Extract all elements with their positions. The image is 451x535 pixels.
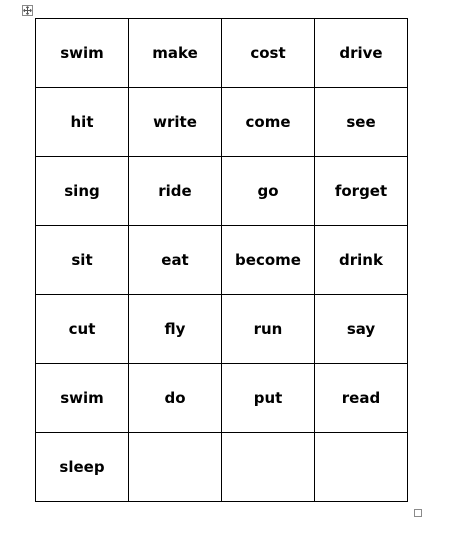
table-row [36, 157, 408, 226]
table-row [36, 295, 408, 364]
table-row [36, 226, 408, 295]
word-cell[interactable]: cost [222, 19, 315, 88]
word-table [35, 18, 408, 502]
table-move-handle-icon[interactable] [22, 5, 33, 16]
word-cell[interactable]: ride [129, 157, 222, 226]
empty-cell[interactable] [222, 433, 315, 502]
word-cell[interactable]: swim [36, 19, 129, 88]
word-cell[interactable]: say [315, 295, 408, 364]
word-cell[interactable]: forget [315, 157, 408, 226]
table-row [36, 88, 408, 157]
word-cell[interactable]: go [222, 157, 315, 226]
word-cell[interactable]: cut [36, 295, 129, 364]
table-row [36, 364, 408, 433]
table-row [36, 433, 408, 502]
word-cell[interactable]: fly [129, 295, 222, 364]
word-cell[interactable]: sing [36, 157, 129, 226]
word-cell[interactable]: run [222, 295, 315, 364]
word-cell[interactable]: hit [36, 88, 129, 157]
word-cell[interactable]: write [129, 88, 222, 157]
word-cell[interactable]: become [222, 226, 315, 295]
word-cell[interactable]: come [222, 88, 315, 157]
word-cell[interactable]: drive [315, 19, 408, 88]
word-cell[interactable]: do [129, 364, 222, 433]
word-cell[interactable]: drink [315, 226, 408, 295]
word-cell[interactable]: swim [36, 364, 129, 433]
word-cell[interactable]: put [222, 364, 315, 433]
word-cell[interactable]: sleep [36, 433, 129, 502]
empty-cell[interactable] [315, 433, 408, 502]
word-cell[interactable]: read [315, 364, 408, 433]
word-cell[interactable]: eat [129, 226, 222, 295]
word-cell[interactable]: see [315, 88, 408, 157]
word-cell[interactable]: make [129, 19, 222, 88]
table-row [36, 19, 408, 88]
table-resize-handle-icon[interactable] [414, 509, 422, 517]
empty-cell[interactable] [129, 433, 222, 502]
word-cell[interactable]: sit [36, 226, 129, 295]
